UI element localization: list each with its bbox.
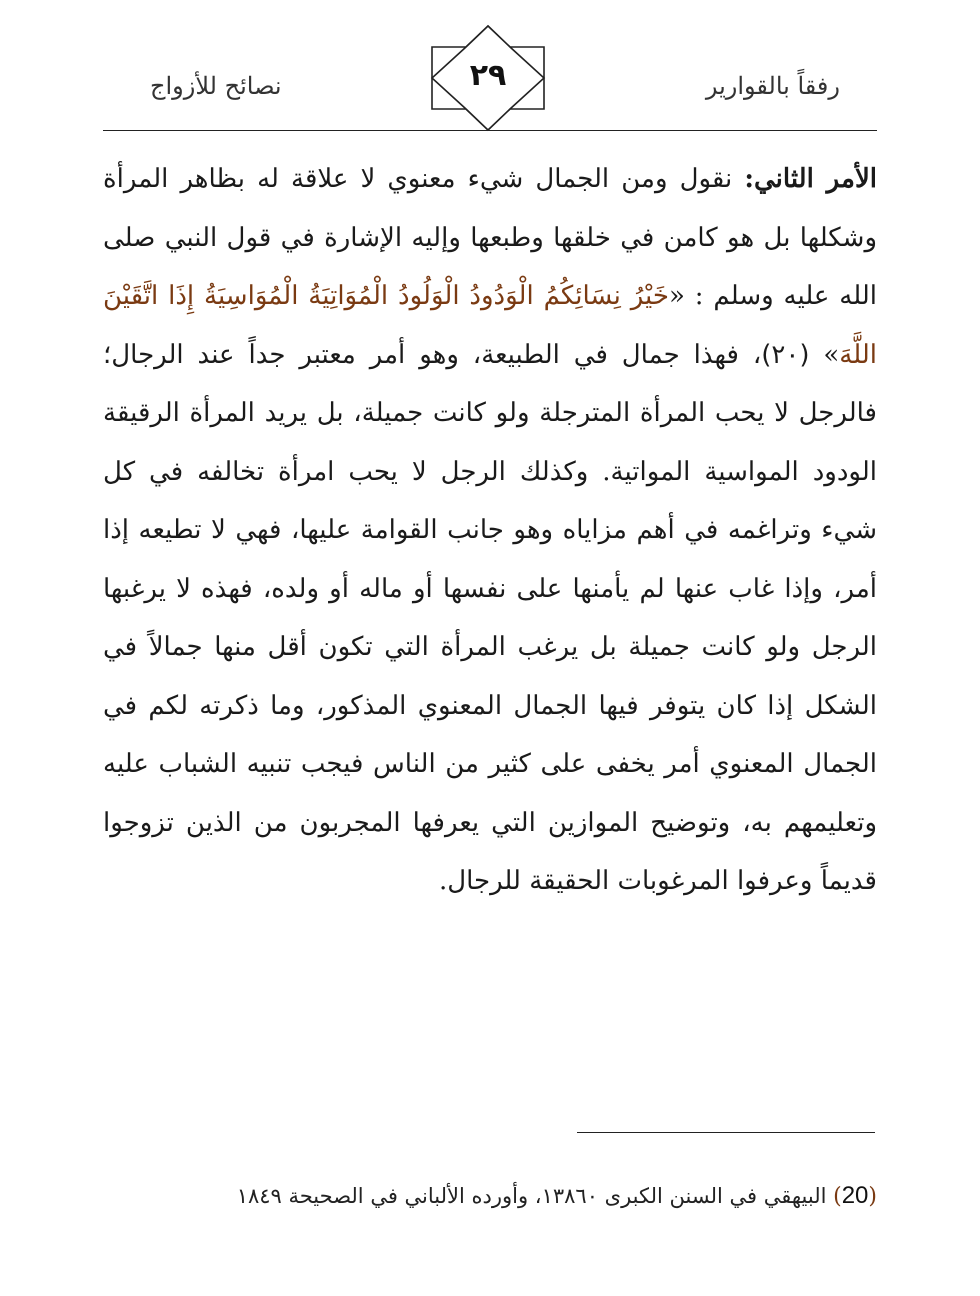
paragraph-lead: الأمر الثاني: <box>744 164 878 194</box>
hadith-quote: خَيْرُ نِسَائِكُمُ الْوَدُودُ الْوَلُودُ الْمُوَاتِيَةُ الْمُوَاسِيَةُ إِذَا اتَّقَيْنَ اللَّهَ <box>103 281 877 370</box>
footnote-number: 20 <box>841 1182 869 1209</box>
paragraph-text-part-2: ، فهذا جمال في الطبيعة، وهو أمر معتبر جداً عند الرجال؛ فالرجل لا يحب المرأة المترجلة ولو كانت جميلة، بل يريد المرأة الرقيقة الودود المواسية المواتية. وكذلك الرجل لا يحب امرأة تخالفه في كل شيء وتراغمه في أهم مزاياه وهو جانب القوامة عليها، فهي لا تطيعه إذا أمر، وإذا غاب عنها لم يأمنها على نفسها أو ماله أو ولده، فهذه لا يرغبها الرجل ولو كانت جميلة بل يرغب المرأة التي تكون أقل منها جمالاً في الشكل إذا كان يتوفر فيها الجمال المعنوي المذكور، وما ذكرته لكم في الجمال المعنوي أمر يخفى على كثير من الناس فيجب تنبيه الشباب عليه وتعليمهم به، وتوضيح الموازين التي يعرفها المجربون من الذين تزوجوا قديماً وعرفوا المرغوبات الحقيقة للرجال. <box>103 339 877 896</box>
page-number-badge <box>423 22 553 134</box>
main-paragraph <box>103 150 877 911</box>
header-section-title: نصائح للأزواج <box>150 72 282 100</box>
footnote <box>103 1180 877 1213</box>
quote-close: » <box>809 339 840 370</box>
paragraph-text-part-1: نقول ومن الجمال شيء معنوي لا علاقة له بظاهر المرأة وشكلها بل هو كامن في خلقها وطبعها وإليه الإشارة في قول النبي صلى الله عليه وسلم : « <box>103 164 878 311</box>
footnote-divider <box>577 1132 875 1133</box>
footnote-paren-open: ( <box>868 1184 877 1209</box>
page-number: ٢٩ <box>469 58 507 93</box>
header-divider <box>103 130 877 131</box>
header-book-title: رفقاً بالقوارير <box>705 72 840 100</box>
footnote-paren-close: ) <box>833 1184 842 1209</box>
footnote-reference[interactable]: (٢٠) <box>761 339 810 370</box>
footnote-text: البيهقي في السنن الكبرى ١٣٨٦٠، وأورده الألباني في الصحيحة ١٨٤٩ <box>236 1184 834 1208</box>
